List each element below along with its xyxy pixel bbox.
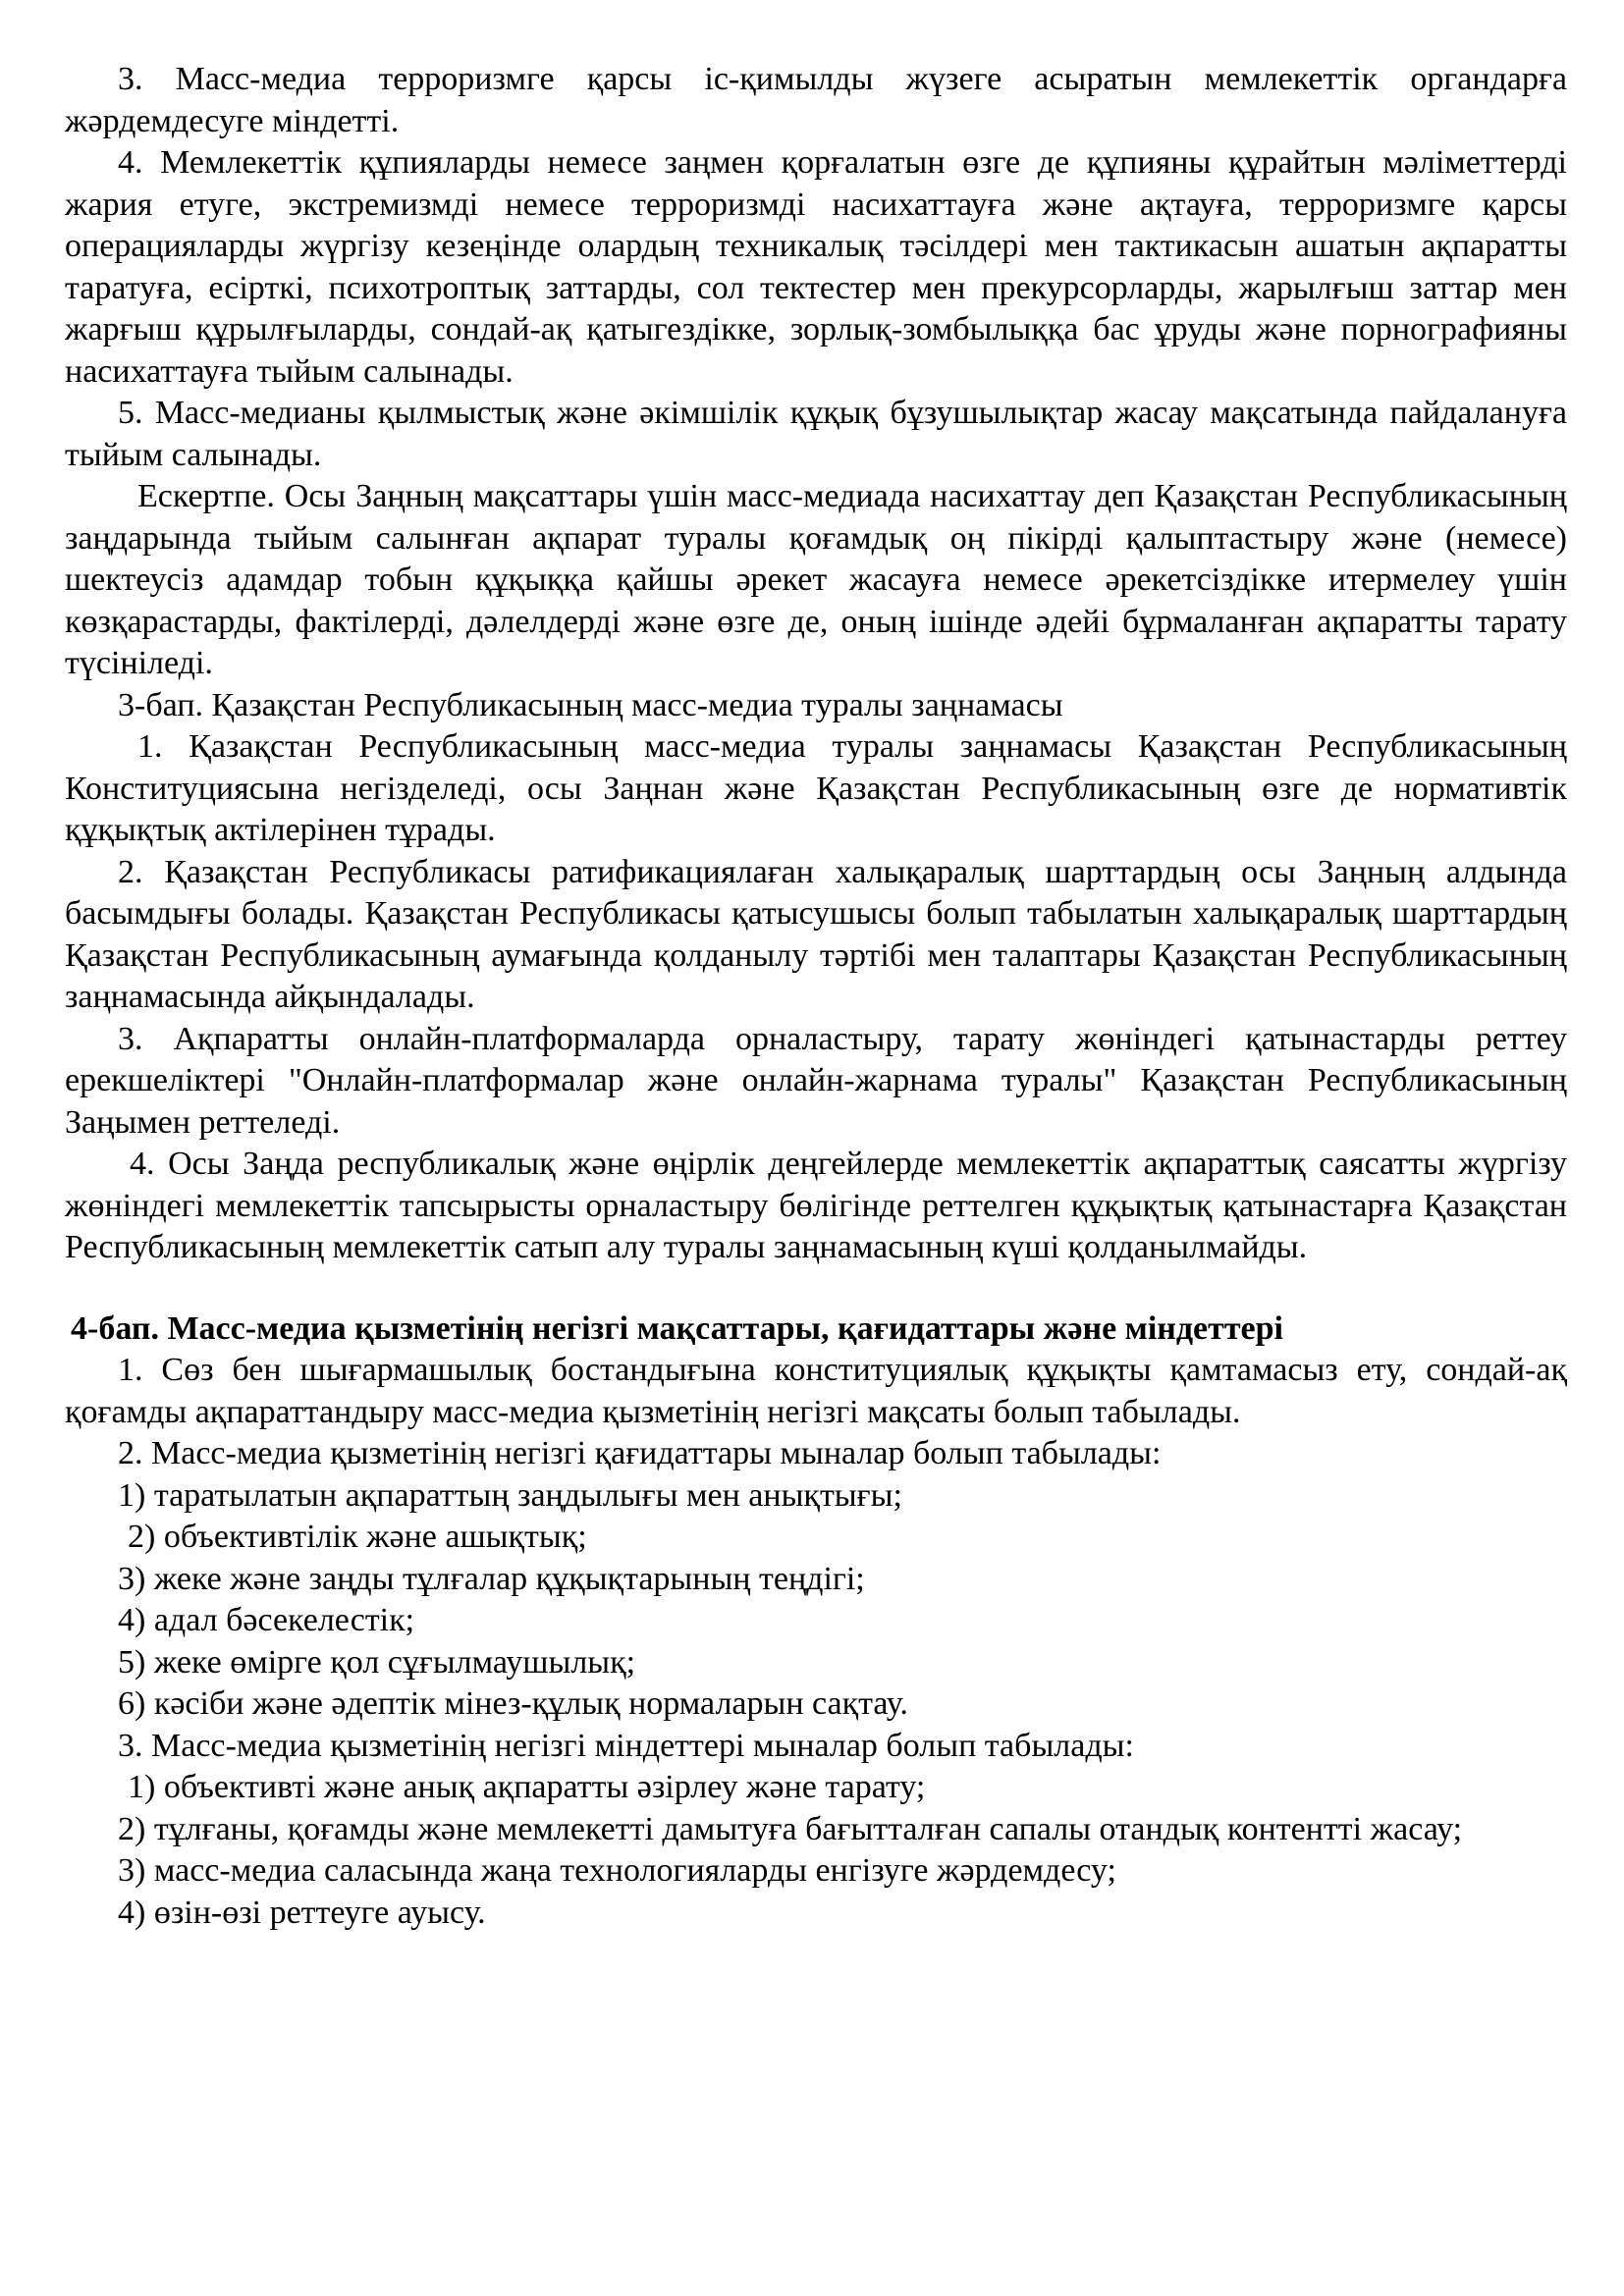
note-paragraph: Ескертпе. Осы Заңның мақсаттары үшін масс-медиада насихаттау деп Қазақстан Республикасының заңдарында тыйым салынған ақпарат туралы қоғамдық оң пікірді қалыптастыру және (немесе) шектеусіз адамдар тобын құқыққа қайшы әрекет жасауға немесе әрекетсіздікке итермелеу үшін көзқарастарды, фактілерді, дәлелдерді және өзге де, оның ішінде әдейі бұрмаланған ақпаратты тарату түсініледі. [65,478,1567,681]
list-item: 6) кәсіби және әдептік мінез-құлық нормаларын сақтау. [118,1685,908,1722]
list-item: 3) жеке және заңды тұлғалар құқықтарының теңдігі; [118,1560,865,1597]
paragraph: 3. Ақпаратты онлайн-платформаларда орналастыру, тарату жөніндегі қатынастарды реттеу ерекшеліктері "Онлайн-платформалар және онлайн-жарнама туралы" Қазақстан Республикасының Заңымен реттеледі. [65,1020,1567,1141]
article-title: 3-бап. Қазақстан Республикасының масс-медиа туралы заңнамасы [118,686,1063,723]
list-item: 4) адал бәсекелестік; [118,1602,415,1638]
paragraph: 4. Осы Заңда республикалық және өңірлік деңгейлерде мемлекеттік ақпараттық саясатты жүргізу жөніндегі мемлекеттік тапсырысты орналастыру бөлігінде реттелген құқықтық қатынастарға Қазақстан Республикасының мемлекеттік сатып алу туралы заңнамасының күші қолданылмайды. [65,1146,1567,1265]
paragraph: 2. Масс-медиа қызметінің негізгі қағидаттары мыналар болып табылады: [118,1435,1162,1471]
paragraph: 2. Қазақстан Республикасы ратификациялаған халықаралық шарттардың осы Заңның алдында басымдығы болады. Қазақстан Республикасы қатысушысы болып табылатын халықаралық шарттардың Қазақстан Республикасының аумағында қолданылу тәртібі мен талаптары Қазақстан Республикасының заңнамасында айқындалады. [65,853,1567,1015]
paragraph: 1. Қазақстан Республикасының масс-медиа туралы заңнамасы Қазақстан Республикасының Конституциясына негізделеді, осы Заңнан және Қазақстан Республикасының өзге де нормативтік құқықтық актілерінен тұрады. [65,728,1567,848]
article-heading: 4-бап. Масс-медиа қызметінің негізгі мақсаттары, қағидаттары және міндеттері [71,1309,1283,1347]
list-item: 2) объективтілік және ашықтық; [128,1519,587,1555]
paragraph: 1. Сөз бен шығармашылық бостандығына конституциялық құқықты қамтамасыз ету, сондай-ақ қоғамды ақпараттандыру масс-медиа қызметінің негізгі мақсаты болып табылады. [65,1352,1567,1430]
section-gap [65,1269,1567,1308]
paragraph: 5. Масс-медианы қылмыстық және әкімшілік құқық бұзушылықтар жасау мақсатында пайдалануға тыйым салынады. [65,395,1567,473]
list-item: 1) объективті және анық ақпаратты әзірлеу және тарату; [128,1769,926,1805]
paragraph: 3. Масс-медиа терроризмге қарсы іс-қимылды жүзеге асыратын мемлекеттік органдарға жәрдемдесуге міндетті. [65,61,1567,139]
list-item: 5) жеке өмірге қол сұғылмаушылық; [118,1643,636,1681]
paragraph: 3. Масс-медиа қызметінің негізгі міндеттері мыналар болып табылады: [118,1727,1134,1764]
paragraph: 4. Мемлекеттік құпияларды немесе заңмен қорғалатын өзге де құпияны құрайтын мәліметтерді жария етуге, экстремизмді немесе терроризмді насихаттауға және ақтауға, терроризмге қарсы операцияларды жүргізу кезеңінде олардың техникалық тәсілдері мен тактикасын ашатын ақпаратты таратуға, есірткі, психотроптық заттарды, сол тектестер мен прекурсорларды, жарылғыш заттар мен жарғыш құрылғыларды, сондай-ақ қатыгездікке, зорлық-зомбылыққа бас ұруды және порнографияны насихаттауға тыйым салынады. [65,144,1567,390]
document-page [65,59,1567,1934]
list-item: 1) таратылатын ақпараттың заңдылығы мен анықтығы; [118,1476,902,1514]
list-item: 2) тұлғаны, қоғамды және мемлекетті дамытуға бағытталған сапалы отандық контентті жасау; [118,1810,1463,1847]
list-item: 4) өзін-өзі реттеуге ауысу. [118,1894,486,1931]
list-item: 3) масс-медиа саласында жаңа технологияларды енгізуге жәрдемдесу; [118,1852,1116,1889]
